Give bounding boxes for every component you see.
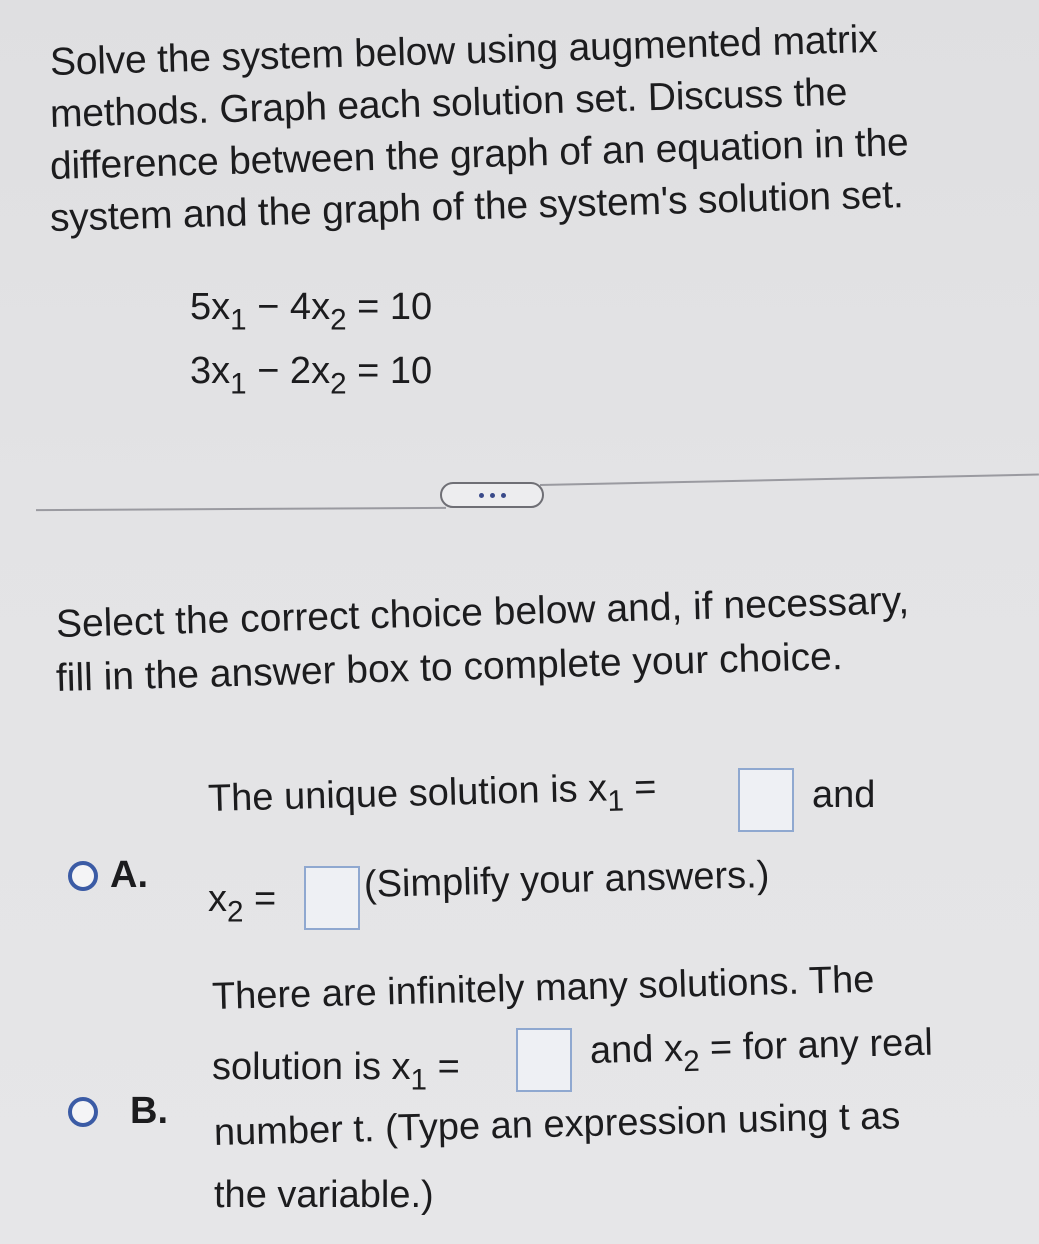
question-line: system and the graph of the system's solution set.	[49, 173, 904, 240]
instruction-line: fill in the answer box to complete your choice.	[55, 635, 844, 700]
choice-a-and: and	[812, 774, 876, 816]
choice-b-letter: B.	[130, 1090, 168, 1132]
choice-b-line3: number t. (Type an expression using t as	[213, 1095, 901, 1154]
dot-icon	[479, 493, 484, 498]
choice-a-line2: $x_2$ =	[208, 878, 277, 929]
more-button[interactable]	[440, 482, 544, 508]
x1-answer-box-a[interactable]	[738, 768, 794, 832]
x2-answer-box-a[interactable]	[304, 866, 360, 930]
choice-b-line4: the variable.)	[214, 1174, 434, 1216]
divider-left	[36, 507, 446, 511]
dot-icon	[490, 493, 495, 498]
choice-a-line1: The unique solution is $x_1$ =	[207, 766, 657, 820]
instruction-line: Select the correct choice below and, if necessary,	[55, 579, 910, 646]
choice-b-line1: There are infinitely many solutions. The	[211, 958, 875, 1018]
equation-2: $3x_1 - 2x_2 = 10$	[190, 350, 433, 401]
choice-a-simplify: (Simplify your answers.)	[363, 854, 770, 906]
choice-a-radio[interactable]	[68, 861, 98, 891]
choice-b-line2-start: solution is $x_1$ =	[212, 1046, 460, 1097]
dot-icon	[501, 493, 506, 498]
x1-answer-box-b[interactable]	[516, 1028, 572, 1092]
question-line: Solve the system below using augmented matrix	[49, 17, 879, 84]
question-line: methods. Graph each solution set. Discuss the	[49, 70, 848, 136]
choice-b-line2-end: and $x_2$ = for any real	[589, 1021, 934, 1079]
equation-1: $5x_1 - 4x_2 = 10$	[190, 286, 433, 337]
choice-b-radio[interactable]	[68, 1097, 98, 1127]
choice-a-letter: A.	[110, 854, 148, 896]
divider-right	[540, 474, 1039, 486]
question-line: difference between the graph of an equation in the	[49, 121, 910, 188]
